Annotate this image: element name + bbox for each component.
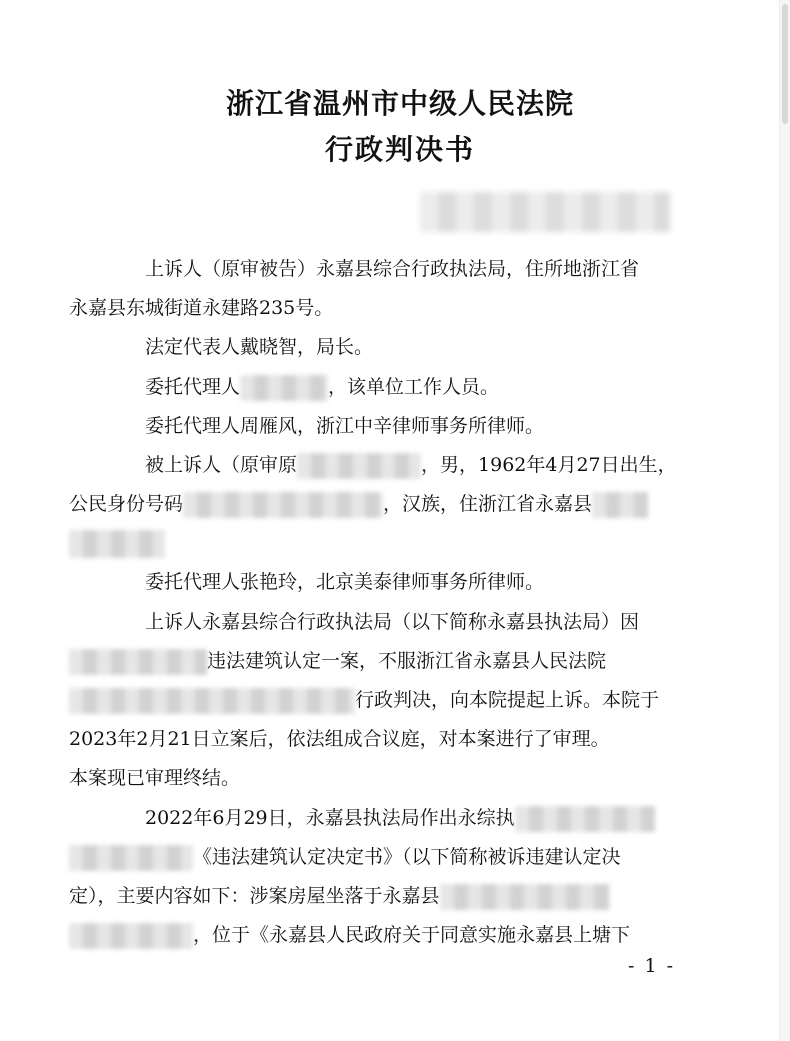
paragraph-agent-1: 委托代理人 ，该单位工作人员。 [107,368,713,407]
paragraph-legal-rep: 法定代表人戴晓智，局长。 [145,336,374,359]
redacted-text [69,688,355,714]
redacted-text [515,806,655,832]
redacted-name [240,375,328,401]
page-number: - 1 - [628,955,676,977]
paragraph-agent-2: 委托代理人周雁风，浙江中辛律师事务所律师。 [145,414,545,437]
paragraph-decision: 2022年6月29日，永嘉县执法局作出永综执 《违法建筑认定决定书》（以下简称被诉违建认定决 定），主要内容如下：涉案房屋坐落于永嘉县 ，位于《永嘉县人民政府关于同意实施永嘉县上塘下 [107,799,713,956]
court-name: 浙江省温州市中级人民法院 [225,87,574,120]
redacted-id-number [183,492,383,518]
vertical-scrollbar[interactable] [779,0,790,1041]
redacted-address [69,923,193,949]
redacted-text [69,649,207,675]
redacted-address [440,884,610,910]
redacted-text [69,845,193,871]
paragraph-appellant: 上诉人（原审被告）永嘉县综合行政执法局，住所地浙江省 永嘉县东城街道永建路235号。 [69,258,640,320]
redacted-address [592,492,648,518]
redacted-address [69,530,165,558]
paragraph-agent-3: 委托代理人张艳玲，北京美泰律师事务所律师。 [145,571,545,594]
document-body [69,250,713,955]
document-type: 行政判决书 [324,133,475,166]
paragraph-appellee: 被上诉人（原审原 ，男，1962年4月27日出生， 公民身份号码 ，汉族，住浙江省永嘉县 [107,446,713,558]
paragraph-case-background: 上诉人永嘉县综合行政执法局（以下简称永嘉县执法局）因 违法建筑认定一案，不服浙江省永嘉县人民法院 行政判决，向本院提起上诉。本院于 2023年2月21日立案后，依法组成合议庭，对本案进行了审理。 本案现已审理终结。 [69,610,660,790]
scrollbar-thumb[interactable] [782,4,788,124]
case-number-redacted [420,192,670,232]
redacted-name [297,453,421,479]
